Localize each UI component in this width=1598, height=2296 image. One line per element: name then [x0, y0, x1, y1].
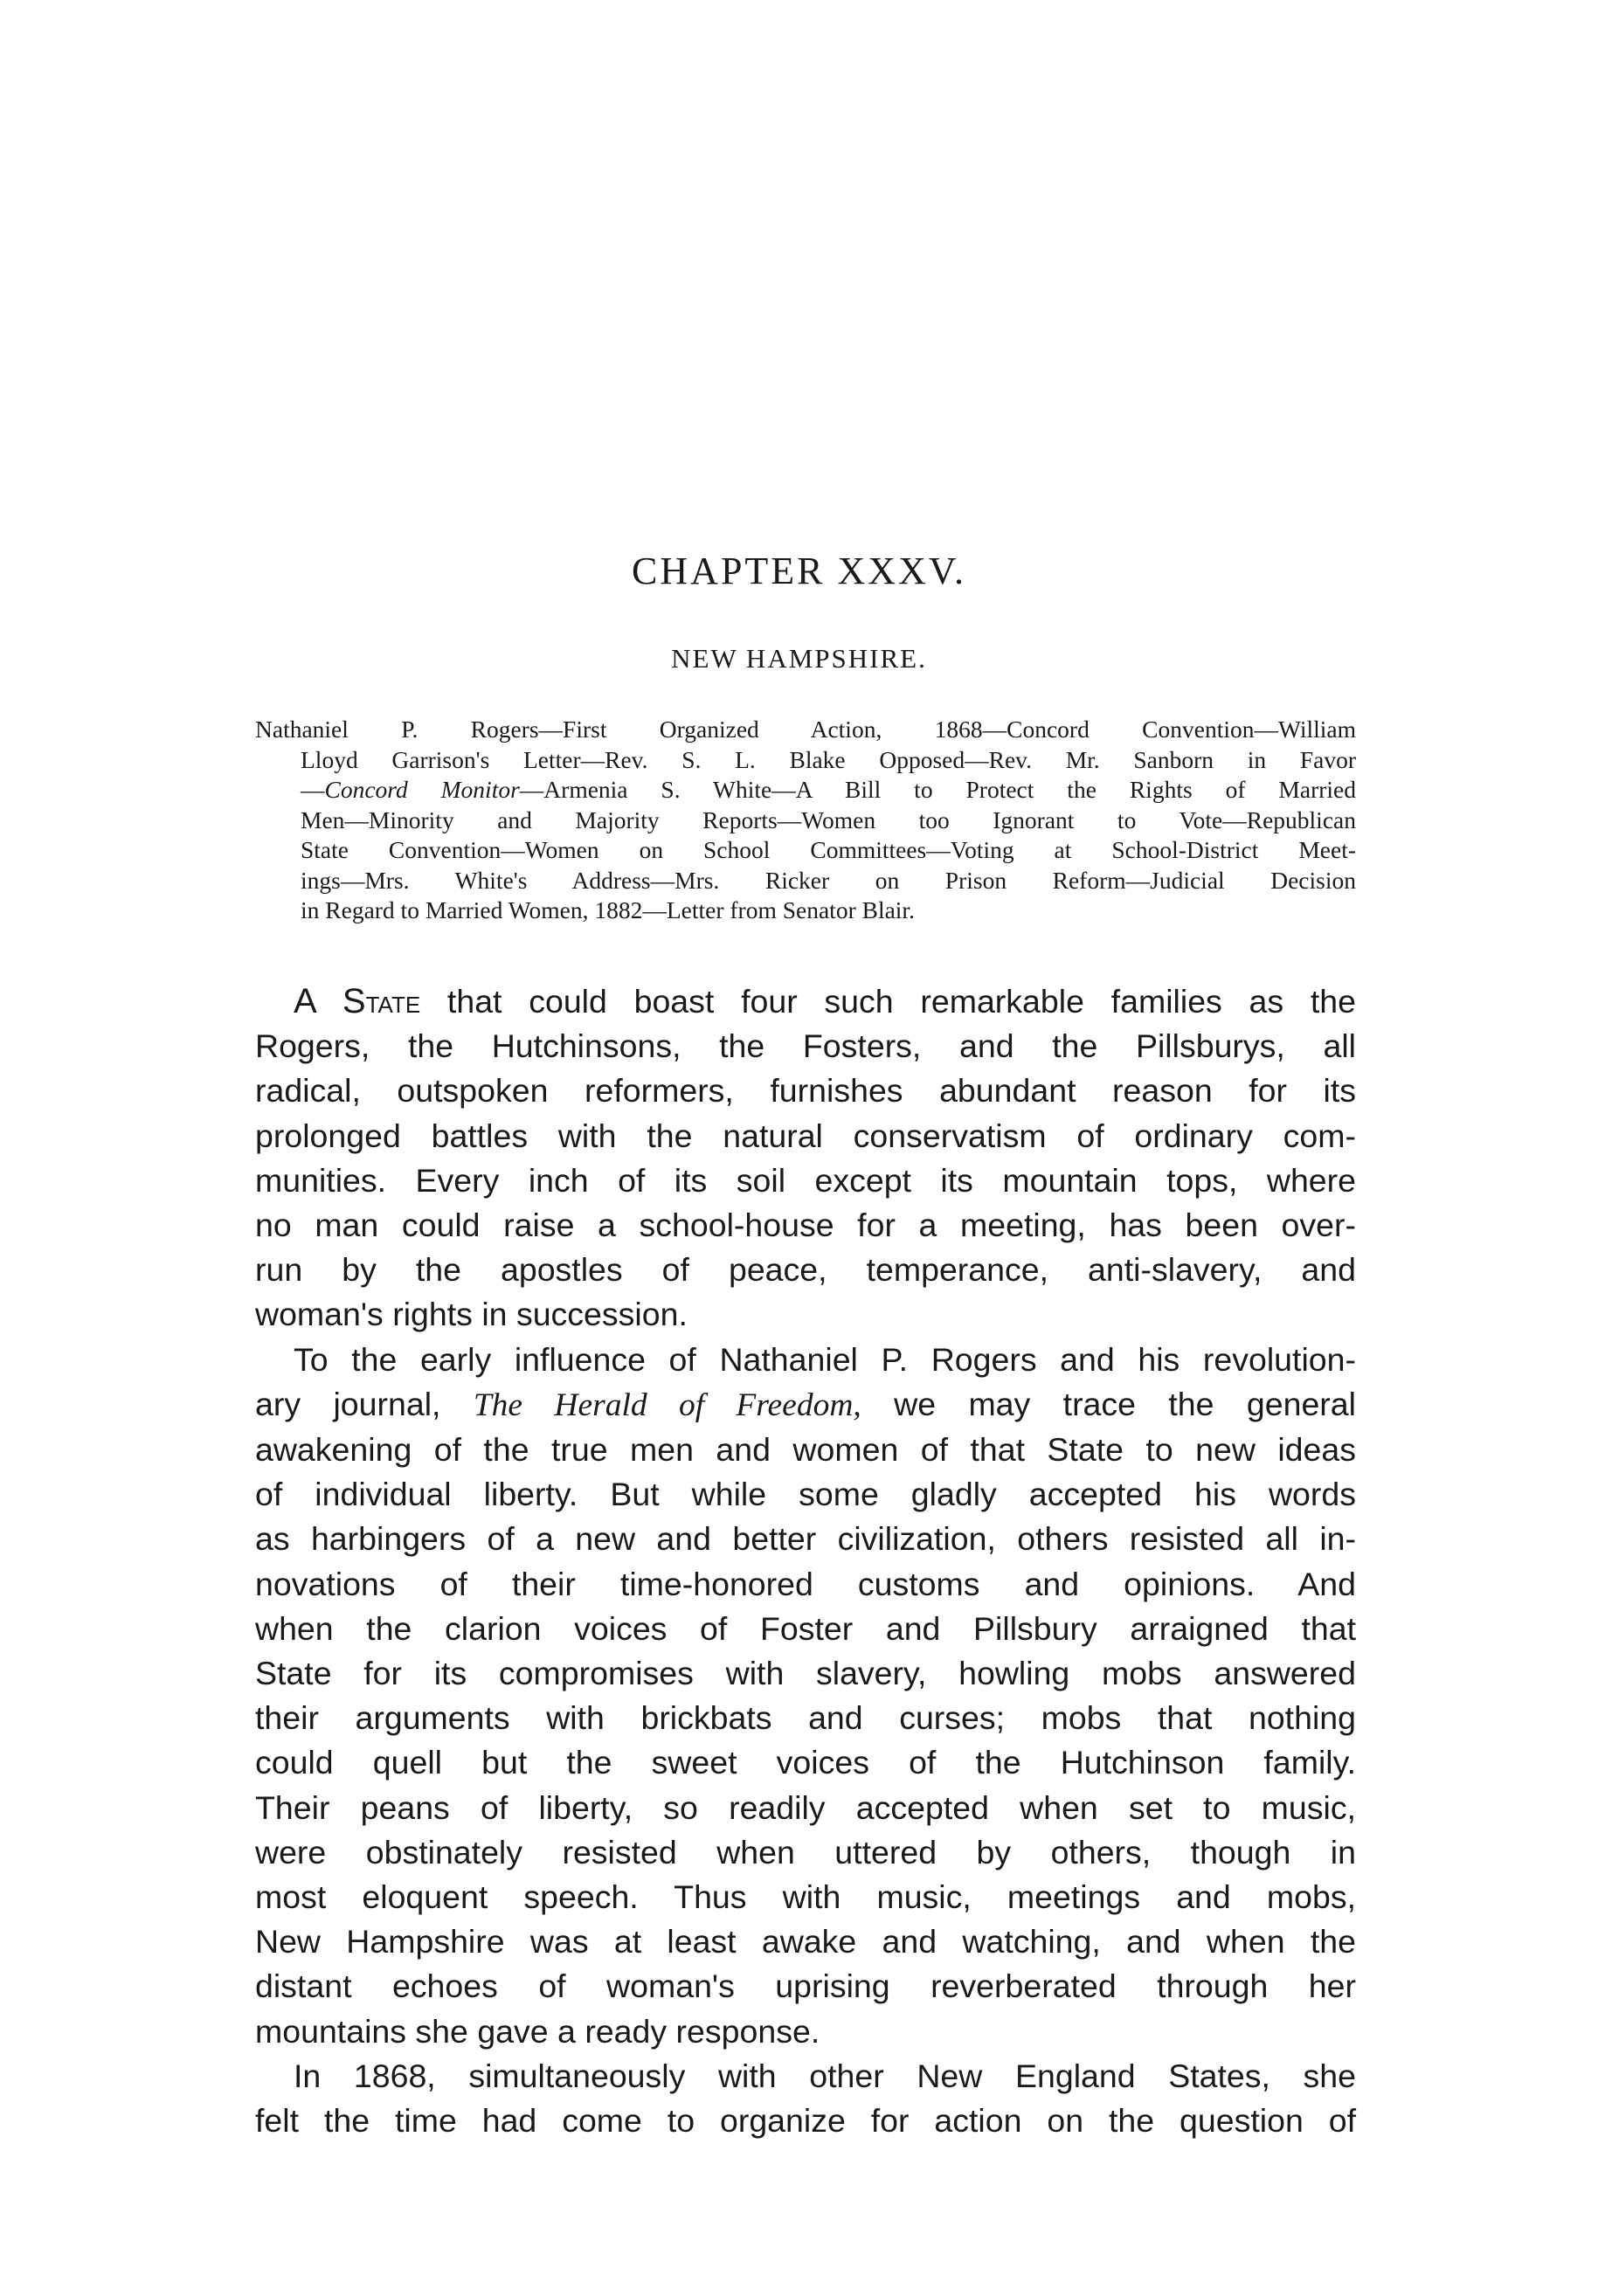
paragraph-line: woman's rights in succession.	[255, 1296, 688, 1333]
paragraph-line: were obstinately resisted when uttered by others, though in	[255, 1833, 1356, 1871]
paragraph-line: New Hampshire was at least awake and watching, and when the	[255, 1923, 1356, 1961]
paragraph-line: Their peans of liberty, so readily accepted when set to music,	[255, 1788, 1356, 1826]
paragraph-line: no man could raise a school-house for a meeting, has been over-	[255, 1207, 1356, 1244]
newspaper-title: Concord Monitor	[324, 776, 520, 803]
summary-dash: —	[301, 776, 325, 803]
summary-text: —Armenia S. White—A Bill to Protect the Rights of Married	[519, 776, 1356, 803]
line-text: we may trace the general	[861, 1385, 1356, 1422]
opening-word-rest: tate	[365, 983, 421, 1020]
paragraph-line: could quell but the sweet voices of the Hutchinson family.	[255, 1744, 1356, 1781]
paragraph-line	[255, 1382, 1356, 1428]
paragraph-line: when the clarion voices of Foster and Pillsbury arraigned that	[255, 1609, 1356, 1647]
paragraph-line: most eloquent speech. Thus with music, meetings and mobs,	[255, 1878, 1356, 1916]
paragraph-line: radical, outspoken reformers, furnishes abundant reason for its	[255, 1072, 1356, 1110]
paragraph-line: In 1868, simultaneously with other New England States, she	[294, 2057, 1356, 2094]
chapter-subtitle: NEW HAMPSHIRE.	[671, 643, 927, 674]
paragraph-line: as harbingers of a new and better civilization, others resisted all in-	[255, 1520, 1356, 1558]
paragraph-line: distant echoes of woman's uprising reverberated through her	[255, 1968, 1356, 2005]
paragraph-line	[255, 979, 1356, 1024]
summary-line	[255, 775, 1356, 806]
body-text	[255, 979, 1356, 2143]
journal-title: The Herald of Freedom,	[473, 1387, 861, 1423]
paragraph-line: Rogers, the Hutchinsons, the Fosters, and the Pillsburys, all	[255, 1027, 1356, 1065]
paragraph-line: To the early influence of Nathaniel P. Rogers and his revolution-	[294, 1340, 1356, 1378]
chapter-title: CHAPTER XXXV.	[632, 550, 966, 592]
summary-line: Men—Minority and Majority Reports—Women too Ignorant to Vote—Republican	[301, 806, 1356, 833]
paragraph-line: munities. Every inch of its soil except its mountain tops, where	[255, 1161, 1356, 1199]
paragraph-line: mountains she gave a ready response.	[255, 2012, 820, 2050]
summary-line: Lloyd Garrison's Letter—Rev. S. L. Blake Opposed—Rev. Mr. Sanborn in Favor	[301, 745, 1356, 773]
paragraph-line: prolonged battles with the natural conservatism of ordinary com-	[255, 1117, 1356, 1154]
summary-line: State Convention—Women on School Committees—Voting at School-District Meet-	[301, 836, 1356, 863]
paragraph-line: felt the time had come to organize for action on the question of	[255, 2102, 1356, 2140]
line-text: that could boast four such remarkable families as the	[420, 983, 1357, 1020]
line-text: ary journal,	[255, 1385, 474, 1422]
paragraph-line: their arguments with brickbats and curses; mobs that nothing	[255, 1699, 1356, 1737]
chapter-summary	[255, 715, 1356, 926]
paragraph-line: of individual liberty. But while some gladly accepted his words	[255, 1476, 1356, 1513]
opening-word: A S	[294, 982, 366, 1020]
summary-line: ings—Mrs. White's Address—Mrs. Ricker on Prison Reform—Judicial Decision	[301, 866, 1356, 894]
paragraph-line: novations of their time-honored customs and opinions. And	[255, 1565, 1356, 1602]
paragraph-line: State for its compromises with slavery, howling mobs answered	[255, 1655, 1356, 1692]
summary-line: Nathaniel P. Rogers—First Organized Action, 1868—Concord Convention—William	[255, 716, 1356, 743]
paragraph-line: run by the apostles of peace, temperance, anti-slavery, and	[255, 1251, 1356, 1289]
summary-line: in Regard to Married Women, 1882—Letter from Senator Blair.	[301, 896, 915, 923]
paragraph-line: awakening of the true men and women of that State to new ideas	[255, 1431, 1356, 1469]
